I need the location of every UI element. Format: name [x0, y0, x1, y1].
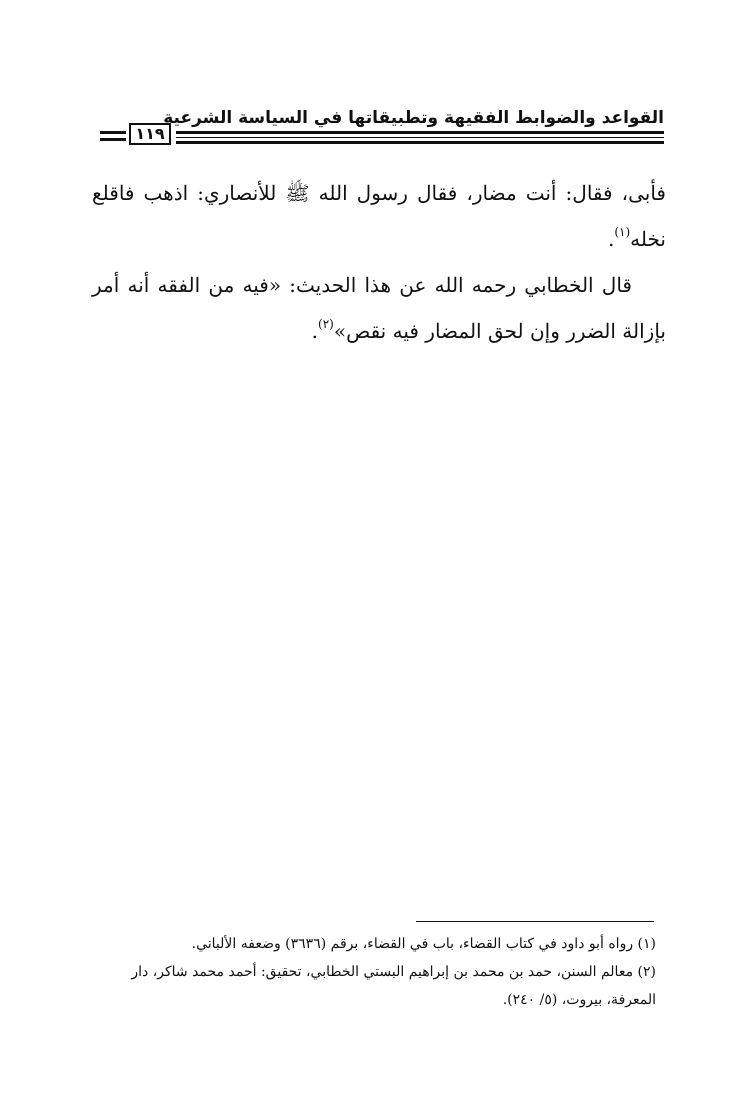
header-rule-thick [176, 131, 664, 134]
footnote-separator [416, 921, 654, 922]
paragraph-text: قال الخطابي رحمه الله عن هذا الحديث: «فيه من الفقه أنه أمر بإزالة الضرر وإن لحق المضار فيه نقص» [92, 273, 666, 343]
paragraph-tail: . [607, 227, 615, 251]
paragraph-text: فأبى، فقال: أنت مضار، فقال رسول الله ﷺ للأنصاري: اذهب فاقلع نخله [92, 181, 666, 251]
header-rule-thin [176, 137, 664, 138]
footnote: (٢) معالم السنن، حمد بن محمد بن إبراهيم البستي الخطابي، تحقيق: أحمد محمد شاكر، دار المعرفة، بيروت، (٥/ ٢٤٠). [131, 964, 656, 1008]
header-rule-thin [176, 141, 664, 144]
paragraph [92, 170, 666, 262]
running-title: القواعد والضوابط الفقيهة وتطبيقاتها في السياسة الشرعية [163, 108, 664, 128]
paragraph-tail: . [311, 319, 318, 343]
footnote: (١) رواه أبو داود في كتاب القضاء، باب في القضاء، برقم (٣٦٣٦) وضعفه الألباني. [191, 936, 656, 952]
footnote-ref: (٢) [318, 317, 334, 331]
page-number: ١١٩ [129, 123, 171, 145]
footnotes [96, 930, 656, 1014]
footnote-ref: (١) [614, 225, 631, 239]
main-text [92, 170, 666, 354]
page-number-rule-left [100, 131, 126, 134]
page-number-rule-left [100, 138, 126, 141]
paragraph [92, 262, 666, 354]
